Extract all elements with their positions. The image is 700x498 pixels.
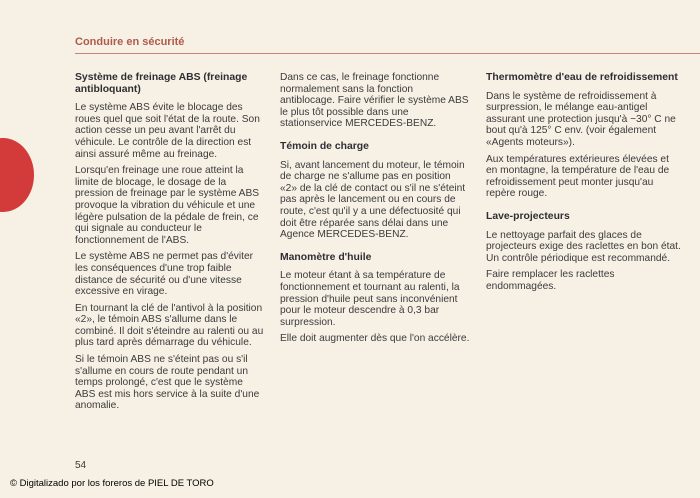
header-divider bbox=[75, 53, 700, 54]
paragraph: Le système ABS évite le blocage des roues quel que soit l'état de la route. Son action cesse un peu avant l'arrêt du véhicule. Le contrôle de la direction est ainsi assuré même au freinage. bbox=[75, 102, 260, 160]
section-heading: Témoin de charge bbox=[280, 140, 369, 152]
section-charge-indicator bbox=[280, 141, 470, 241]
column-3 bbox=[486, 72, 681, 304]
paragraph: Faire remplacer les raclettes endommagées. bbox=[486, 269, 615, 292]
section-headlamp-washer bbox=[486, 211, 681, 293]
column-2 bbox=[280, 72, 470, 356]
paragraph: Elle doit augmenter dès que l'on accélère. bbox=[280, 333, 470, 345]
paragraph: En tournant la clé de l'antivol à la position «2», le témoin ABS s'allume dans le combiné. Il doit s'éteindre au ralenti ou au plus tard après démarrage du véhicule. bbox=[75, 302, 264, 349]
page-number: 54 bbox=[75, 460, 87, 471]
section-abs bbox=[75, 72, 265, 412]
paragraph: Le système ABS ne permet pas d'éviter les conséquences d'une trop faible distance de sécurité ou d'une vitesse excessive en virage. bbox=[75, 251, 254, 298]
section-heading: Système de freinage ABS (freinage antibloquant) bbox=[75, 72, 248, 95]
paragraph: Dans le système de refroidissement à surpression, le mélange eau-antigel assurant une protection jusqu'à −30° C ne bout qu'à 125° C env. (voir également «Agents moteurs»). bbox=[486, 90, 676, 148]
paragraph: Dans ce cas, le freinage fonctionne normalement sans la fonction antiblocage. Faire vérifier le système ABS le plus tôt possible dans une stationservice MERCEDES-BENZ. bbox=[280, 72, 469, 130]
section-abs-continued bbox=[280, 72, 470, 130]
section-coolant-thermometer bbox=[486, 72, 681, 200]
column-1 bbox=[75, 72, 265, 423]
paragraph: Le nettoyage parfait des glaces de projecteurs exige des raclettes en bon état. Un contrôle périodique est recommandé. bbox=[486, 229, 681, 264]
section-heading: Manomètre d'huile bbox=[280, 251, 372, 263]
paragraph: Si, avant lancement du moteur, le témoin de charge ne s'allume pas en position «2» de la clé de contact ou s'il ne s'éteint pas après le lancement ou en cours de route, c'est qu'il y a une défectuosité qui doit être réparée sans délai dans une Agence MERCEDES-BENZ. bbox=[280, 159, 466, 241]
red-tab-marker bbox=[0, 138, 34, 212]
paragraph: Lorsqu'en freinage une roue atteint la limite de blocage, le dosage de la pression de freinage par le système ABS provoque la vibration du véhicule et une légère pulsation de la pédale de frein, ce qui signale au conducteur le fonctionnement de l'ABS. bbox=[75, 165, 260, 246]
credit-line: © Digitalizado por los foreros de PIEL DE TORO bbox=[10, 478, 214, 489]
section-heading: Thermomètre d'eau de refroidissement bbox=[486, 72, 678, 83]
section-oil-gauge bbox=[280, 252, 470, 345]
paragraph: Le moteur étant à sa température de fonctionnement et tournant au ralenti, la pression d'huile peut sans inconvénient pour le moteur descendre à 0,3 bar surpression. bbox=[280, 270, 460, 328]
paragraph: Aux températures extérieures élevées et en montagne, la température de l'eau de refroidissement peut monter jusqu'au repère rouge. bbox=[486, 153, 670, 200]
paragraph: Si le témoin ABS ne s'éteint pas ou s'il s'allume en cours de route pendant un temps prolongé, c'est que le système ABS est mis hors service à la suite d'une anomalie. bbox=[75, 354, 260, 412]
section-heading: Lave-projecteurs bbox=[486, 210, 570, 222]
page-title: Conduire en sécurité bbox=[75, 36, 185, 48]
